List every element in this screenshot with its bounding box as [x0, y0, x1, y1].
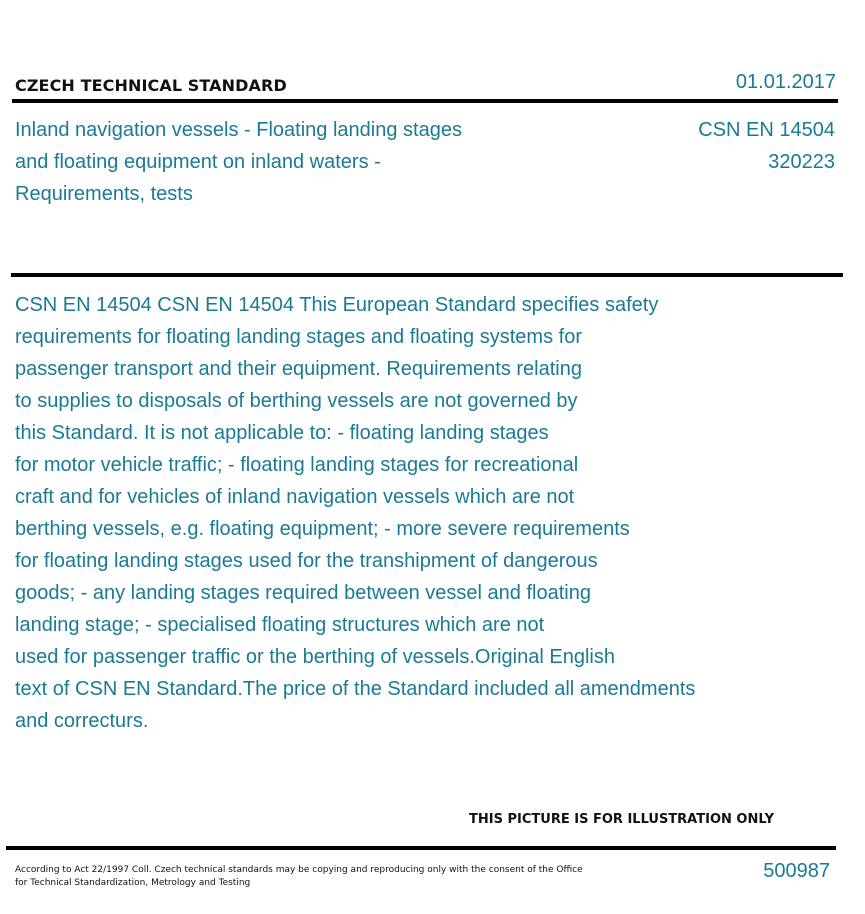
document-type-label: CZECH TECHNICAL STANDARD — [15, 76, 287, 95]
standard-code: CSN EN 14504 — [698, 119, 835, 141]
standard-codes — [698, 114, 835, 178]
footer-divider — [6, 846, 836, 850]
title-divider — [11, 273, 843, 277]
publication-date: 01.01.2017 — [735, 71, 836, 93]
header-divider — [12, 99, 838, 103]
illustration-note: THIS PICTURE IS FOR ILLUSTRATION ONLY — [469, 812, 774, 827]
abstract-text: CSN EN 14504 CSN EN 14504 This European Standard specifies safety requirements for floating landing stages and floating systems for passenger transport and their equipment. Requirements relating to supplies to disposals of berthing vessels are not governed by this Standard. It is not applicable to: - floating landing stages for motor vehicle traffic; - floating landing stages for recreational craft and for vehicles of inland navigation vessels which are not berthing vessels, e.g. floating equipment; - more severe requirements for floating landing stages used for the transhipment of dangerous goods; - any landing stages required between vessel and floating landing stage; - specialised floating structures which are not used for passenger traffic or the berthing of vessels.Original English text of CSN EN Standard.The price of the Standard included all amendments and correcturs. — [15, 294, 696, 732]
document-number: 500987 — [763, 860, 830, 882]
class-number: 320223 — [768, 151, 835, 173]
standard-title: Inland navigation vessels - Floating landing stages and floating equipment on inland waters - Requirements, tests — [15, 119, 462, 205]
legal-notice: According to Act 22/1997 Coll. Czech technical standards may be copying and reproducing only with the consent of the Office for Technical Standardization, Metrology and Testing — [15, 865, 583, 888]
